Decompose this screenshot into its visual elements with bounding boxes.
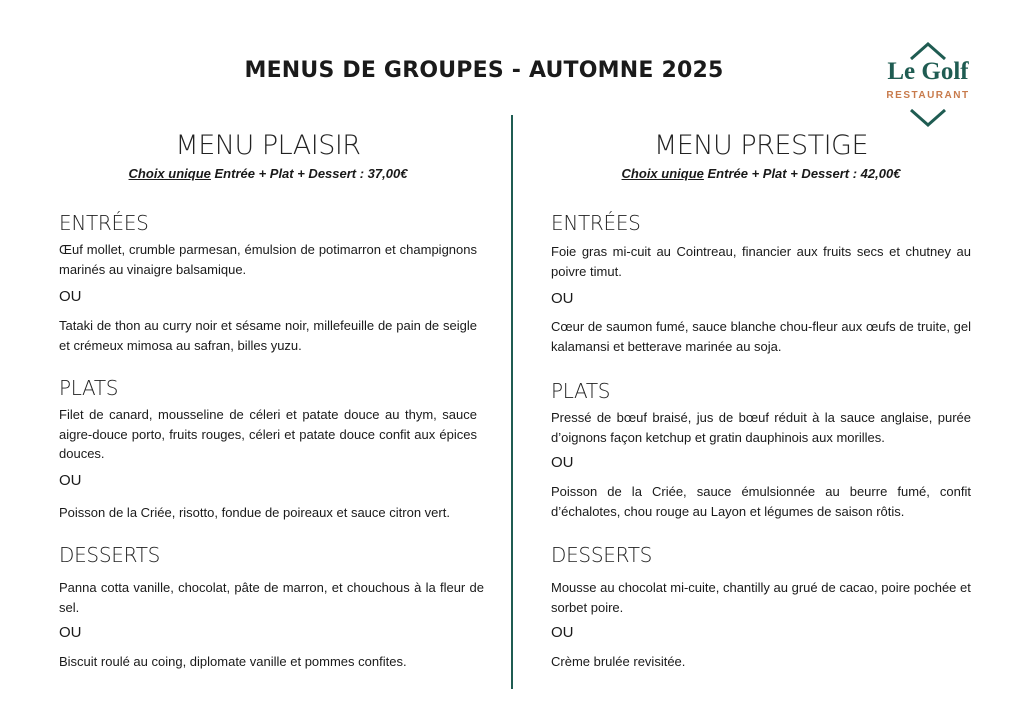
dish-item: Tataki de thon au curry noir et sésame noir, millefeuille de pain de seigle et crémeux mimosa au safran, billes yuzu. [59,318,477,353]
dish-item: Pressé de bœuf braisé, jus de bœuf réduit à la sauce anglaise, purée d’oignons façon ketchup et gratin dauphinois aux morilles. [551,410,971,445]
or-label: OU [551,290,574,307]
or-label: OU [59,624,82,641]
dish-item: Œuf mollet, crumble parmesan, émulsion de potimarron et champignons marinés au vinaigre balsamique. [59,242,477,277]
section-heading-entrees: ENTRÉES [551,211,641,235]
dish-item: Poisson de la Criée, risotto, fondue de poireaux et sauce citron vert. [59,505,450,520]
menu-title: MENU PLAISIR [175,130,361,161]
menu-title: MENU PRESTIGE [653,130,869,161]
logo-subtitle: RESTAURANT [886,90,970,101]
logo-chevrons-icon [880,42,976,132]
dish-item: Crème brulée revisitée. [551,654,686,669]
restaurant-logo [880,42,980,130]
menu-formula [551,166,971,181]
formula-text: Entrée + Plat + Dessert : 37,00€ [210,166,408,181]
section-heading-plats: PLATS [551,379,611,403]
or-label: OU [551,454,574,471]
dish-item: Cœur de saumon fumé, sauce blanche chou-fleur aux œufs de truite, gel kalamansi et betterave marinée au soja. [551,319,971,354]
dish-item: Panna cotta vanille, chocolat, pâte de marron, et chouchous à la fleur de sel. [59,580,484,615]
section-heading-entrees: ENTRÉES [59,211,149,235]
dish-item: Biscuit roulé au coing, diplomate vanille et pommes confites. [59,654,407,669]
choice-label: Choix unique [128,166,211,181]
column-divider [511,115,513,689]
logo-name: Le Golf [887,58,969,85]
dish-item: Foie gras mi-cuit au Cointreau, financier aux fruits secs et chutney au poivre timut. [551,244,971,279]
choice-label: Choix unique [621,166,704,181]
or-label: OU [59,472,82,489]
page-title: MENUS DE GROUPES - AUTOMNE 2025 [244,58,724,83]
dish-item: Poisson de la Criée, sauce émulsionnée au beurre fumé, confit d’échalotes, chou rouge au Layon et légumes de saison rôtis. [551,484,971,519]
dish-item: Filet de canard, mousseline de céleri et patate douce au thym, sauce aigre-douce porto, fruits rouges, céleri et patate douce confit aux épices douces. [59,407,477,461]
section-heading-desserts: DESSERTS [59,543,161,567]
section-heading-plats: PLATS [59,376,119,400]
dish-item: Mousse au chocolat mi-cuite, chantilly au grué de cacao, poire pochée et sorbet poire. [551,580,971,615]
menu-formula [59,166,477,181]
or-label: OU [59,288,82,305]
formula-text: Entrée + Plat + Dessert : 42,00€ [703,166,901,181]
section-heading-desserts: DESSERTS [551,543,653,567]
or-label: OU [551,624,574,641]
